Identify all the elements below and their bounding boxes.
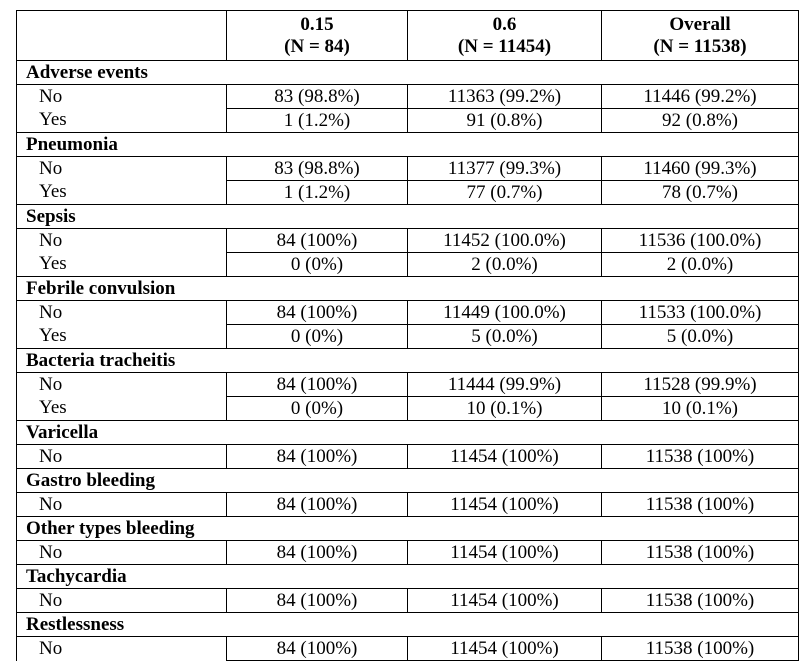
value-cell-v2: 11449 (100.0%): [408, 301, 602, 325]
value-cell-v1: 84 (100%): [227, 493, 408, 517]
row-level-label: Yes: [17, 181, 227, 205]
group-title: Restlessness: [17, 613, 799, 637]
header-col-0-6: [408, 11, 602, 61]
table-row: [17, 181, 799, 205]
table-row: [17, 493, 799, 517]
group-row: [17, 205, 799, 229]
row-level-label: Yes: [17, 253, 227, 277]
value-cell-v1: 0 (0%): [227, 253, 408, 277]
value-cell-v3: 11538 (100%): [602, 541, 799, 565]
group-row: [17, 421, 799, 445]
value-cell-v2: 11454 (100%): [408, 493, 602, 517]
group-title: Sepsis: [17, 205, 799, 229]
header-col-n: (N = 11538): [653, 35, 747, 57]
row-level-label: No: [17, 157, 227, 181]
value-cell-v1: 1 (1.2%): [227, 181, 408, 205]
value-cell-v2: 2 (0.0%): [408, 253, 602, 277]
row-level-label: No: [17, 445, 227, 469]
value-cell-v2: 10 (0.1%): [408, 397, 602, 421]
value-cell-v2: 11444 (99.9%): [408, 373, 602, 397]
value-cell-v3: 11538 (100%): [602, 589, 799, 613]
row-level-label: No: [17, 229, 227, 253]
group-row: [17, 469, 799, 493]
value-cell-v2: 11454 (100%): [408, 637, 602, 661]
table-row: [17, 637, 799, 661]
value-cell-v2: 11363 (99.2%): [408, 85, 602, 109]
header-col-n: (N = 11454): [457, 35, 552, 57]
table-row: [17, 397, 799, 421]
group-title: Febrile convulsion: [17, 277, 799, 301]
group-title: Gastro bleeding: [17, 469, 799, 493]
table-row: [17, 253, 799, 277]
table-row: [17, 229, 799, 253]
table-header: [17, 11, 799, 61]
row-level-label: No: [17, 373, 227, 397]
group-row: [17, 61, 799, 85]
value-cell-v2: 11454 (100%): [408, 541, 602, 565]
header-blank-cell: [17, 11, 227, 61]
value-cell-v2: 5 (0.0%): [408, 325, 602, 349]
value-cell-v1: 84 (100%): [227, 541, 408, 565]
group-title: Varicella: [17, 421, 799, 445]
value-cell-v1: 84 (100%): [227, 589, 408, 613]
value-cell-v1: 0 (0%): [227, 397, 408, 421]
group-title: Bacteria tracheitis: [17, 349, 799, 373]
group-title: Tachycardia: [17, 565, 799, 589]
group-row: [17, 517, 799, 541]
group-row: [17, 349, 799, 373]
table-row: [17, 589, 799, 613]
header-col-label: 0.6: [492, 13, 517, 35]
table-row: [17, 373, 799, 397]
row-level-label: No: [17, 301, 227, 325]
value-cell-v1: 84 (100%): [227, 637, 408, 661]
table-row: [17, 157, 799, 181]
table-row: [17, 541, 799, 565]
value-cell-v3: 11528 (99.9%): [602, 373, 799, 397]
header-col-label: Overall: [669, 13, 731, 35]
value-cell-v3: 11446 (99.2%): [602, 85, 799, 109]
table-row: [17, 301, 799, 325]
table-row: [17, 109, 799, 133]
value-cell-v3: 10 (0.1%): [602, 397, 799, 421]
row-level-label: No: [17, 589, 227, 613]
value-cell-v3: 11538 (100%): [602, 637, 799, 661]
group-row: [17, 613, 799, 637]
header-col-overall: [602, 11, 799, 61]
row-level-label: Yes: [17, 397, 227, 421]
value-cell-v3: 11538 (100%): [602, 493, 799, 517]
group-row: [17, 565, 799, 589]
table-row: [17, 445, 799, 469]
header-col-label: 0.15: [300, 13, 334, 35]
table-row: [17, 85, 799, 109]
group-title: Other types bleeding: [17, 517, 799, 541]
value-cell-v2: 91 (0.8%): [408, 109, 602, 133]
value-cell-v1: 84 (100%): [227, 373, 408, 397]
value-cell-v3: 92 (0.8%): [602, 109, 799, 133]
row-level-label: No: [17, 85, 227, 109]
header-col-n: (N = 84): [284, 35, 350, 57]
table-row: [17, 325, 799, 349]
row-level-label: No: [17, 637, 227, 661]
group-title: Adverse events: [17, 61, 799, 85]
group-row: [17, 133, 799, 157]
value-cell-v3: 2 (0.0%): [602, 253, 799, 277]
value-cell-v1: 84 (100%): [227, 445, 408, 469]
value-cell-v1: 83 (98.8%): [227, 157, 408, 181]
row-level-label: No: [17, 493, 227, 517]
value-cell-v1: 0 (0%): [227, 325, 408, 349]
value-cell-v2: 77 (0.7%): [408, 181, 602, 205]
value-cell-v3: 11536 (100.0%): [602, 229, 799, 253]
value-cell-v2: 11454 (100%): [408, 445, 602, 469]
header-col-0-15: [227, 11, 408, 61]
row-level-label: Yes: [17, 325, 227, 349]
group-row: [17, 277, 799, 301]
row-level-label: No: [17, 541, 227, 565]
table-body: [17, 61, 799, 661]
row-level-label: Yes: [17, 109, 227, 133]
value-cell-v2: 11454 (100%): [408, 589, 602, 613]
group-title: Pneumonia: [17, 133, 799, 157]
value-cell-v1: 84 (100%): [227, 301, 408, 325]
value-cell-v3: 5 (0.0%): [602, 325, 799, 349]
value-cell-v1: 84 (100%): [227, 229, 408, 253]
value-cell-v3: 11538 (100%): [602, 445, 799, 469]
value-cell-v1: 83 (98.8%): [227, 85, 408, 109]
value-cell-v3: 11533 (100.0%): [602, 301, 799, 325]
value-cell-v2: 11377 (99.3%): [408, 157, 602, 181]
value-cell-v2: 11452 (100.0%): [408, 229, 602, 253]
value-cell-v3: 11460 (99.3%): [602, 157, 799, 181]
value-cell-v3: 78 (0.7%): [602, 181, 799, 205]
value-cell-v1: 1 (1.2%): [227, 109, 408, 133]
adverse-events-table: [16, 10, 799, 661]
